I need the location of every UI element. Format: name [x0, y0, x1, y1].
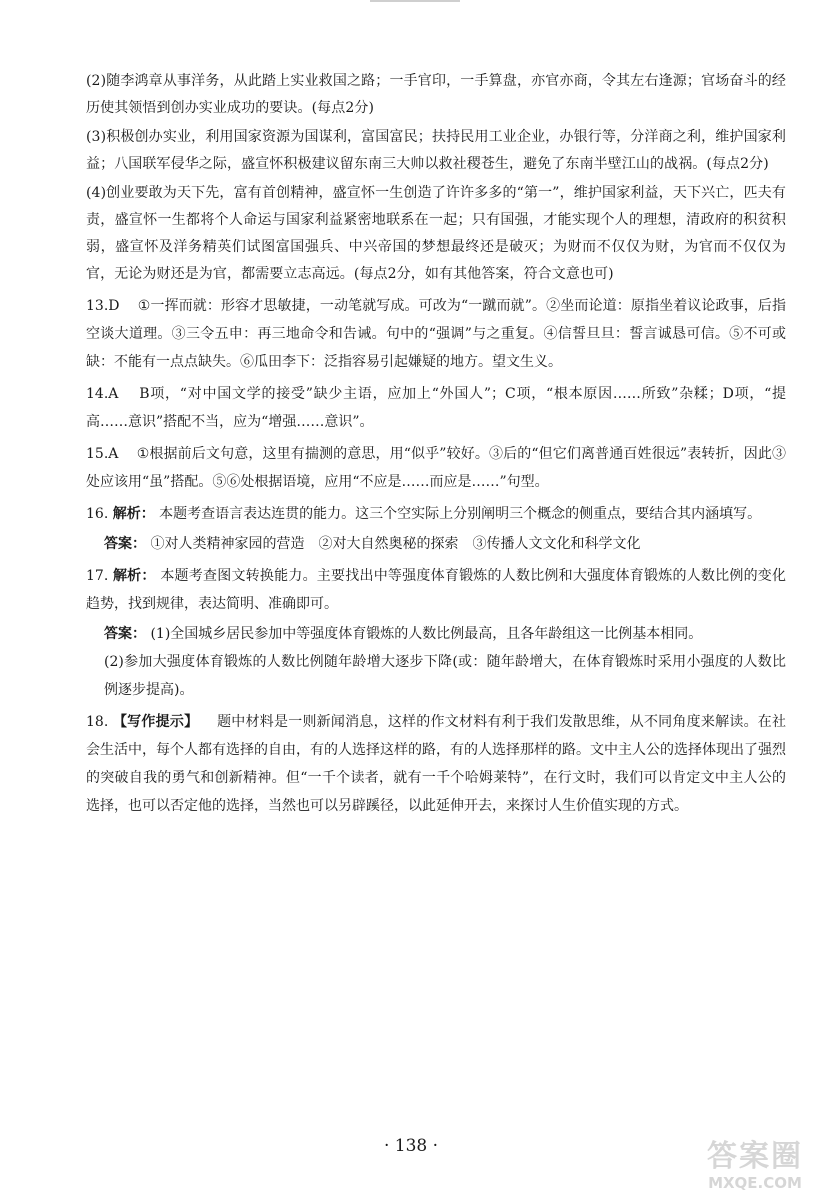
answer-13: [86, 292, 786, 376]
answer-15-number: 15.A: [86, 446, 119, 462]
answer-16-analysis-label: 解析：: [112, 506, 155, 522]
answer-12-part-4: (4)创业要敢为天下先，富有首创精神，盛宣怀一生创造了许许多多的“第一”，维护国家利益，天下兴亡，匹夫有责，盛宣怀一生都将个人命运与国家利益紧密地联系在一起；只有国强，才能实现个人的理想，清政府的积贫积弱，盛宣怀及洋务精英们试图富国强兵、中兴帝国的梦想最终还是破灭；为财而不仅仅为财，为官而不仅仅为官，无论为财还是为官，都需要立志高远。(每点2分，如有其他答案，符合文意也可): [86, 185, 786, 282]
answer-15: [86, 440, 786, 496]
answer-13-text: ①一挥而就：形容才思敏捷，一动笔就写成。可改为“一蹴而就”。②坐而论道：原指坐着议论政事，后指空谈大道理。③三令五申：再三地命令和告诫。句中的“强调”与之重复。④信誓旦旦：誓言诚恳可信。⑤不可或缺：不能有一点点缺失。⑥瓜田李下：泛指容易引起嫌疑的地方。望文生义。: [86, 298, 787, 370]
answer-14-number: 14.A: [86, 386, 119, 402]
answer-18: [86, 708, 786, 820]
answer-16: [86, 500, 786, 528]
answer-18-number: 18.: [86, 714, 109, 730]
watermark-logo: [700, 1140, 810, 1195]
answer-18-label: 【写作提示】: [112, 714, 199, 730]
answer-17: [86, 562, 786, 618]
answer-16-answer-line: [86, 530, 786, 558]
answer-16-answer-label: 答案：: [104, 536, 146, 552]
answer-16-number: 16.: [86, 506, 109, 522]
watermark-url: MXQE.COM: [708, 1174, 802, 1192]
answer-14-text: B项，“对中国文学的接受”缺少主语，应加上“外国人”；C项，“根本原因……所致”杂糅；D项，“提高……意识”搭配不当，应为“增强……意识”。: [86, 386, 787, 430]
watermark-title: 答案圈: [707, 1139, 803, 1174]
answer-17-analysis: 本题考查图文转换能力。主要找出中等强度体育锻炼的人数比例和大强度体育锻炼的人数比例的变化趋势，找到规律，表达简明、准确即可。: [86, 568, 787, 612]
answer-17-answer-1: (1)全国城乡居民参加中等强度体育锻炼的人数比例最高，且各年龄组这一比例基本相同。: [150, 626, 703, 642]
answer-17-analysis-label: 解析：: [112, 568, 156, 584]
answer-14: [86, 380, 786, 436]
answer-17-number: 17.: [86, 568, 109, 584]
answer-15-text: ①根据前后文句意，这里有揣测的意思，用“似乎”较好。③后的“但它们离普通百姓很远”表转折，因此③处应该用“虽”搭配。⑤⑥处根据语境，应用“不应是……而应是……”句型。: [86, 446, 787, 490]
top-edge-line: [370, 0, 460, 2]
page-number: · 138 ·: [383, 1136, 439, 1156]
answer-12-part-2: (2)随李鸿章从事洋务，从此踏上实业救国之路；一手官印，一手算盘，亦官亦商，令其左右逢源；官场奋斗的经历使其领悟到创办实业成功的要诀。(每点2分): [86, 73, 786, 116]
answer-12-part-3: (3)积极创办实业，利用国家资源为国谋利，富国富民；扶持民用工业企业，办银行等，分洋商之利，维护国家利益；八国联军侵华之际，盛宣怀积极建议留东南三大帅以救社稷苍生，避免了东南半壁江山的战祸。(每点2分): [86, 129, 786, 172]
answer-13-number: 13.D: [86, 298, 120, 314]
answer-17-answer-label: 答案：: [104, 626, 146, 642]
answer-16-answer: ①对人类精神家园的营造 ②对大自然奥秘的探索 ③传播人文文化和科学文化: [150, 536, 641, 552]
answer-16-analysis: 本题考查语言表达连贯的能力。这三个空实际上分别阐明三个概念的侧重点，要结合其内涵填写。: [159, 506, 762, 522]
answer-page: [86, 68, 786, 822]
answer-18-text: 题中材料是一则新闻消息，这样的作文材料有利于我们发散思维，从不同角度来解读。在社会生活中，每个人都有选择的自由，有的人选择这样的路，有的人选择那样的路。文中主人公的选择体现出了强烈的突破自我的勇气和创新精神。但“一千个读者，就有一千个哈姆莱特”，在行文时，我们可以肯定文中主人公的选择，也可以否定他的选择，当然也可以另辟蹊径，以此延伸开去，来探讨人生价值实现的方式。: [86, 714, 787, 814]
answer-17-answer-line-1: [86, 620, 786, 648]
answer-17-answer-line-2: (2)参加大强度体育锻炼的人数比例随年龄增大逐步下降(或：随年龄增大，在体育锻炼时采用小强度的人数比例逐步提高)。: [104, 654, 786, 698]
